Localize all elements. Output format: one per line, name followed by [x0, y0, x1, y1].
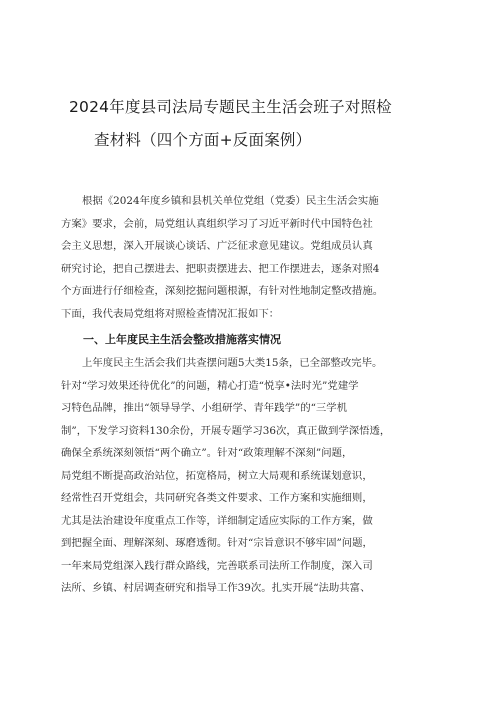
paragraph-line: 上年度民主生活会我们共查摆问题5大类15条，已全部整改完毕。 — [82, 357, 383, 369]
section-heading: 一、上年度民主生活会整改措施落实情况 — [83, 333, 281, 346]
paragraph-line: 方案》要求，会前，局党组认真组织学习了习近平新时代中国特色社 — [61, 217, 373, 230]
paragraph-line: 尤其是法治建设年度重点工作等，详细制定适应实际的工作方案，做 — [61, 514, 373, 527]
intro-paragraph — [61, 190, 440, 325]
paragraph-line: 经常性召开党组会，共同研究各类文件要求、工作方案和实施细则， — [61, 492, 373, 504]
paragraph-line: 确保全系统深刻领悟“两个确立”。针对“政策理解不深刻”问题， — [61, 447, 353, 459]
paragraph-line: 个方面进行仔细检查，深刻挖掘问题根源，有针对性地制定整改措施。 — [61, 285, 384, 297]
document-body — [61, 190, 440, 600]
document-title — [69, 0, 440, 157]
section-paragraph — [61, 352, 440, 600]
title-line-2: 查材料（四个方面+反面案例） — [94, 131, 312, 149]
paragraph-line: 法所、乡镇、村居调查研究和指导工作39次。扎实开展“法助共富、 — [61, 582, 371, 594]
paragraph-line: 制”，下发学习资料130余份，开展专题学习36次，真正做到学深悟透， — [61, 424, 391, 437]
title-line-1: 2024年度县司法局专题民主生活会班子对照检 — [69, 98, 392, 116]
paragraph-line: 下面，我代表局党组将对照检查情况汇报如下： — [61, 307, 280, 320]
paragraph-line: 一年来局党组深入践行群众路线，完善联系司法所工作制度，深入司 — [61, 559, 373, 572]
paragraph-line: 研究讨论，把自己摆进去、把职责摆进去、把工作摆进去，逐条对照4 — [61, 262, 380, 275]
paragraph-line: 根据《2024年度乡镇和县机关单位党组（党委）民主生活会实施 — [82, 195, 379, 207]
paragraph-line: 会主义思想，深入开展谈心谈话、广泛征求意见建议。党组成员认真 — [61, 240, 373, 252]
paragraph-line: 习特色品牌，推出“领导导学、小组研学、青年践学”的“三学机 — [61, 402, 348, 414]
paragraph-line: 针对“学习效果还待优化”的问题，精心打造“悦享•法时光”党建学 — [61, 379, 359, 392]
paragraph-line: 到把握全面、理解深刻、琢磨透彻。针对“宗旨意识不够牢固”问题， — [61, 537, 373, 549]
paragraph-line: 局党组不断提高政治站位，拓宽格局，树立大局观和系统谋划意识， — [61, 469, 373, 482]
